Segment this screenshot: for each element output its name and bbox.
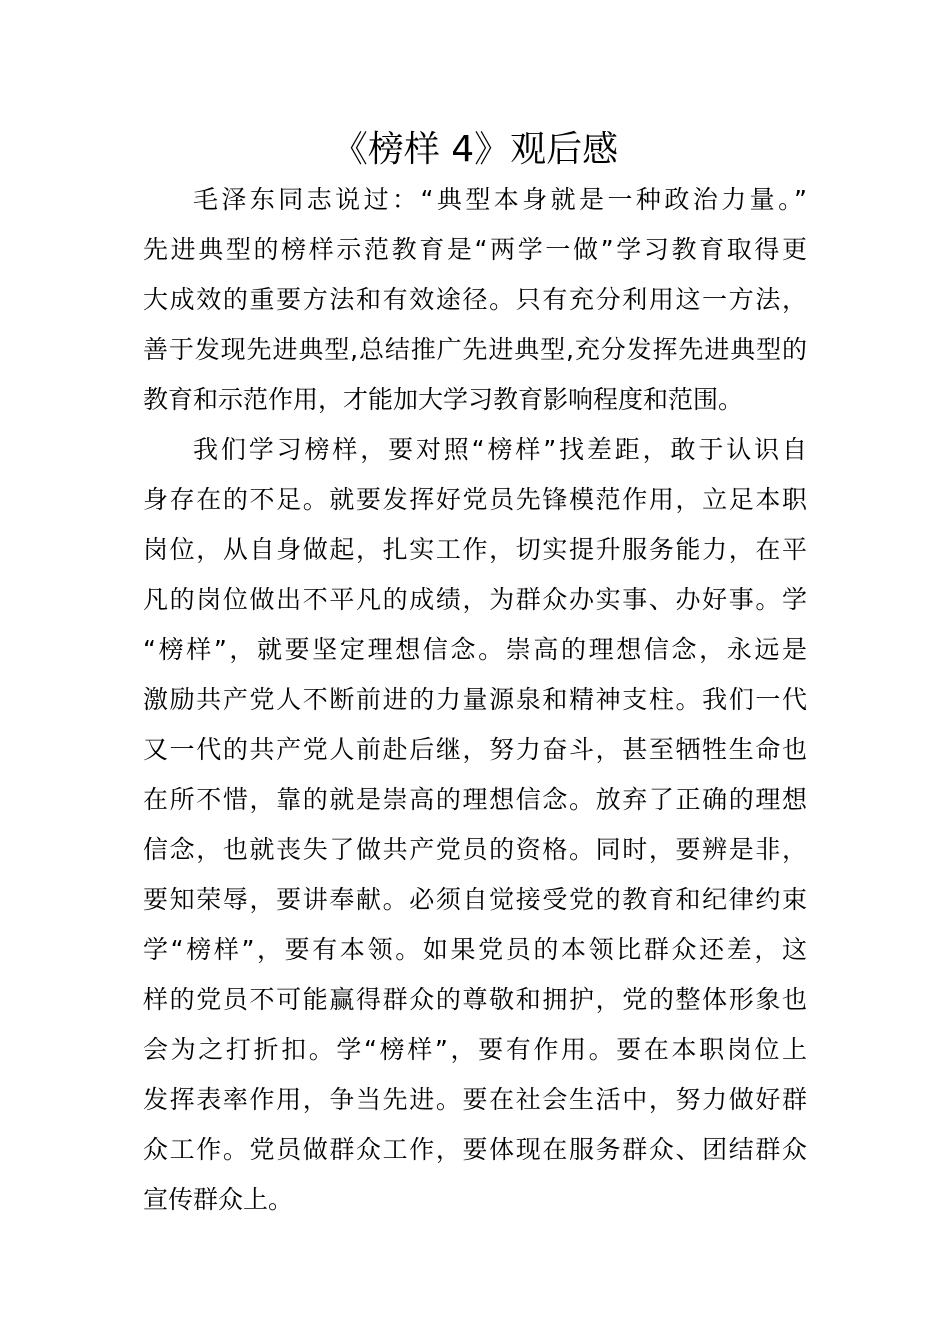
paragraph-line: 学“榜样”，要有本领。如果党员的本领比群众还差，这	[143, 935, 807, 964]
paragraph-line: 要知荣辱，要讲奉献。必须自觉接受党的教育和纪律约束	[143, 885, 807, 914]
paragraph-line: 激励共产党人不断前进的力量源泉和精神支柱。我们一代	[143, 685, 807, 714]
paragraph-line: 善于发现先进典型,总结推广先进典型,充分发挥先进典型的	[143, 335, 807, 364]
paragraph-line: 毛泽东同志说过：“典型本身就是一种政治力量。”	[193, 185, 807, 214]
paragraph-line: 教育和示范作用，才能加大学习教育影响程度和范围。	[143, 385, 744, 414]
paragraph-line: 在所不惜，靠的就是崇高的理想信念。放弃了正确的理想	[143, 785, 807, 814]
paragraph-2	[143, 425, 807, 1225]
paragraph-line: 又一代的共产党人前赴后继，努力奋斗，甚至牺牲生命也	[143, 735, 807, 764]
paragraph-1	[143, 175, 807, 425]
paragraph-line: 身存在的不足。就要发挥好党员先锋模范作用，立足本职	[143, 485, 807, 514]
paragraph-line: “榜样”，就要坚定理想信念。崇高的理想信念，永远是	[143, 635, 807, 664]
paragraph-line: 岗位，从自身做起，扎实工作，切实提升服务能力，在平	[143, 535, 807, 564]
paragraph-line: 信念，也就丧失了做共产党员的资格。同时，要辨是非，	[143, 835, 807, 864]
paragraph-line: 大成效的重要方法和有效途径。只有充分利用这一方法，	[143, 285, 807, 314]
paragraph-line: 样的党员不可能赢得群众的尊敬和拥护，党的整体形象也	[143, 985, 807, 1014]
paragraph-line: 众工作。党员做群众工作，要体现在服务群众、团结群众	[143, 1135, 807, 1164]
paragraph-line: 我们学习榜样，要对照“榜样”找差距，敢于认识自	[193, 435, 807, 464]
paragraph-line: 宣传群众上。	[143, 1185, 294, 1214]
paragraph-line: 先进典型的榜样示范教育是“两学一做”学习教育取得更	[143, 235, 807, 264]
paragraph-line: 凡的岗位做出不平凡的成绩，为群众办实事、办好事。学	[143, 585, 807, 614]
document-title: 《榜样 4》观后感	[331, 129, 619, 170]
paragraph-line: 发挥表率作用，争当先进。要在社会生活中，努力做好群	[143, 1085, 807, 1114]
paragraph-line: 会为之打折扣。学“榜样”，要有作用。要在本职岗位上	[143, 1035, 807, 1064]
